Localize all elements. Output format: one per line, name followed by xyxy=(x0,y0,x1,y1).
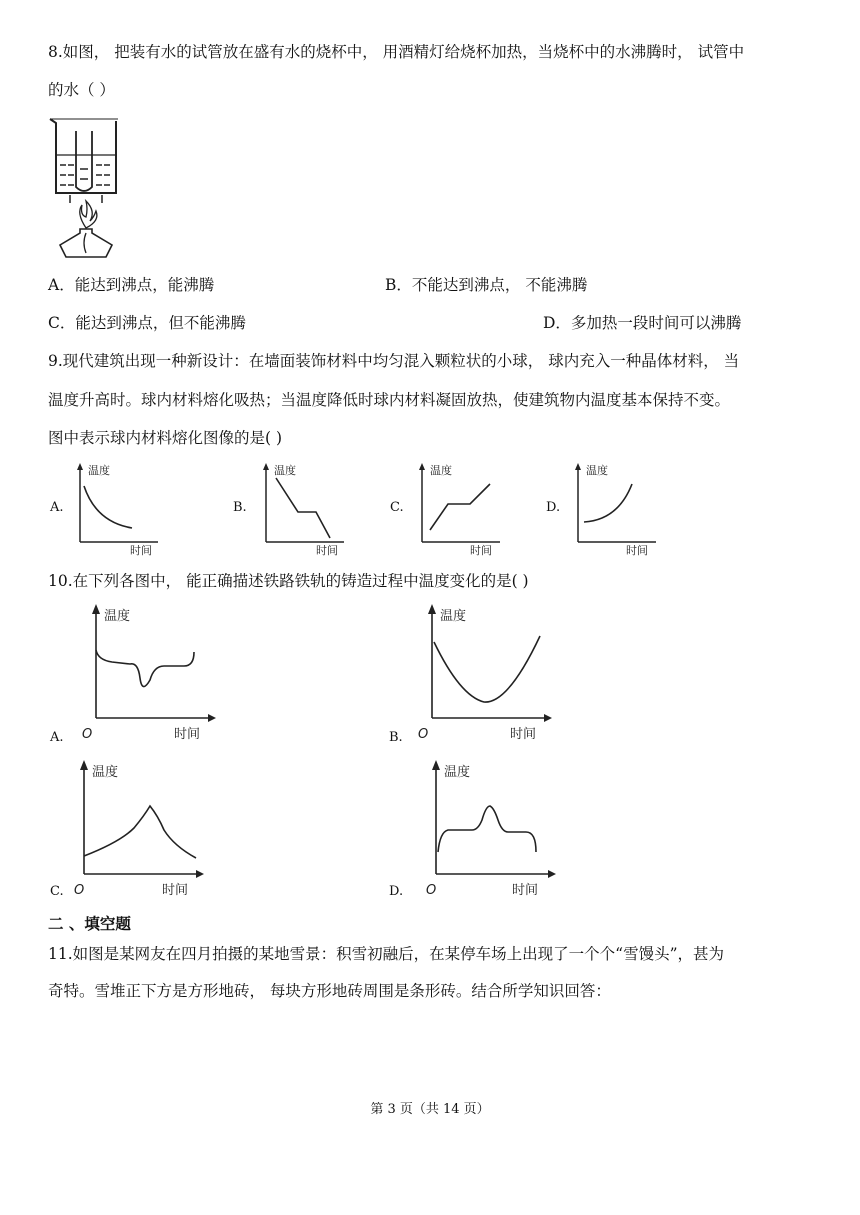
q9-label-a: A. xyxy=(50,500,64,515)
q10-b-ylabel: 温度 xyxy=(440,609,467,624)
q9-a-xlabel: 时间 xyxy=(130,544,152,557)
q10-a-ylabel: 温度 xyxy=(104,609,131,624)
q10-text-line1: 10.在下列各图中， 能正确描述铁路铁轨的铸造过程中温度变化的是( ) xyxy=(48,572,529,590)
q10-c-ylabel: 温度 xyxy=(92,765,119,780)
q11-text-line1: 11.如图是某网友在四月拍摄的某地雪景：积雪初融后，在某停车场上出现了一个个“雪馒头”，甚为 xyxy=(48,945,725,963)
q10-c-xlabel: 时间 xyxy=(162,883,189,898)
q9-b-xlabel: 时间 xyxy=(316,544,338,557)
page-footer: 第 3 页（共 14 页） xyxy=(370,1102,490,1117)
q10-graph-b xyxy=(416,600,556,746)
q9-label-b: B. xyxy=(233,500,247,515)
section-heading-fill-in: 二 、填空题 xyxy=(48,915,131,933)
q9-d-xlabel: 时间 xyxy=(626,544,648,557)
q10-label-c: C. xyxy=(50,884,64,899)
q9-c-xlabel: 时间 xyxy=(470,544,492,557)
q10-label-b: B. xyxy=(389,730,403,745)
q10-b-origin: O xyxy=(418,727,429,742)
q9-c-ylabel: 温度 xyxy=(430,464,452,477)
q10-label-a: A. xyxy=(50,730,64,745)
q8-option-a: A．能达到沸点，能沸腾 xyxy=(48,276,215,294)
q9-a-ylabel: 温度 xyxy=(88,464,110,477)
q10-a-xlabel: 时间 xyxy=(174,727,201,742)
q9-graph-c xyxy=(414,460,504,556)
q10-d-ylabel: 温度 xyxy=(444,765,471,780)
q10-d-origin: O xyxy=(426,883,437,898)
q10-graph-c xyxy=(68,756,208,902)
q9-graph-a xyxy=(72,460,162,556)
q9-b-ylabel: 温度 xyxy=(274,464,296,477)
q8-option-c: C．能达到沸点，但不能沸腾 xyxy=(48,314,246,332)
q8-text-line1: 8.如图， 把装有水的试管放在盛有水的烧杯中， 用酒精灯给烧杯加热，当烧杯中的水沸腾时， 试管中 xyxy=(48,43,745,61)
q8-option-d: D．多加热一段时间可以沸腾 xyxy=(543,314,742,332)
q10-d-xlabel: 时间 xyxy=(512,883,539,898)
q9-text-line2: 温度升高时。球内材料熔化吸热；当温度降低时球内材料凝固放热，使建筑物内温度基本保持不变。 xyxy=(48,391,731,409)
q10-graph-d xyxy=(420,756,560,902)
q10-b-xlabel: 时间 xyxy=(510,727,537,742)
q9-label-d: D. xyxy=(546,500,561,515)
q9-graph-b xyxy=(258,460,348,556)
q8-text-line2: 的水（ ） xyxy=(48,81,115,99)
q9-text-line3: 图中表示球内材料熔化图像的是( ) xyxy=(48,429,283,447)
q10-label-d: D. xyxy=(389,884,404,899)
q9-graph-d xyxy=(570,460,660,556)
q8-option-b: B．不能达到沸点， 不能沸腾 xyxy=(385,276,588,294)
q9-label-c: C. xyxy=(390,500,404,515)
q8-beaker-illustration xyxy=(46,113,126,261)
q11-text-line2: 奇特。雪堆正下方是方形地砖， 每块方形地砖周围是条形砖。结合所学知识回答： xyxy=(48,982,611,1000)
q9-text-line1: 9.现代建筑出现一种新设计：在墙面装饰材料中均匀混入颗粒状的小球， 球内充入一种晶体材料， 当 xyxy=(48,352,740,370)
q10-c-origin: O xyxy=(74,883,85,898)
q9-d-ylabel: 温度 xyxy=(586,464,608,477)
q10-a-origin: O xyxy=(82,727,93,742)
q10-graph-a xyxy=(80,600,220,746)
